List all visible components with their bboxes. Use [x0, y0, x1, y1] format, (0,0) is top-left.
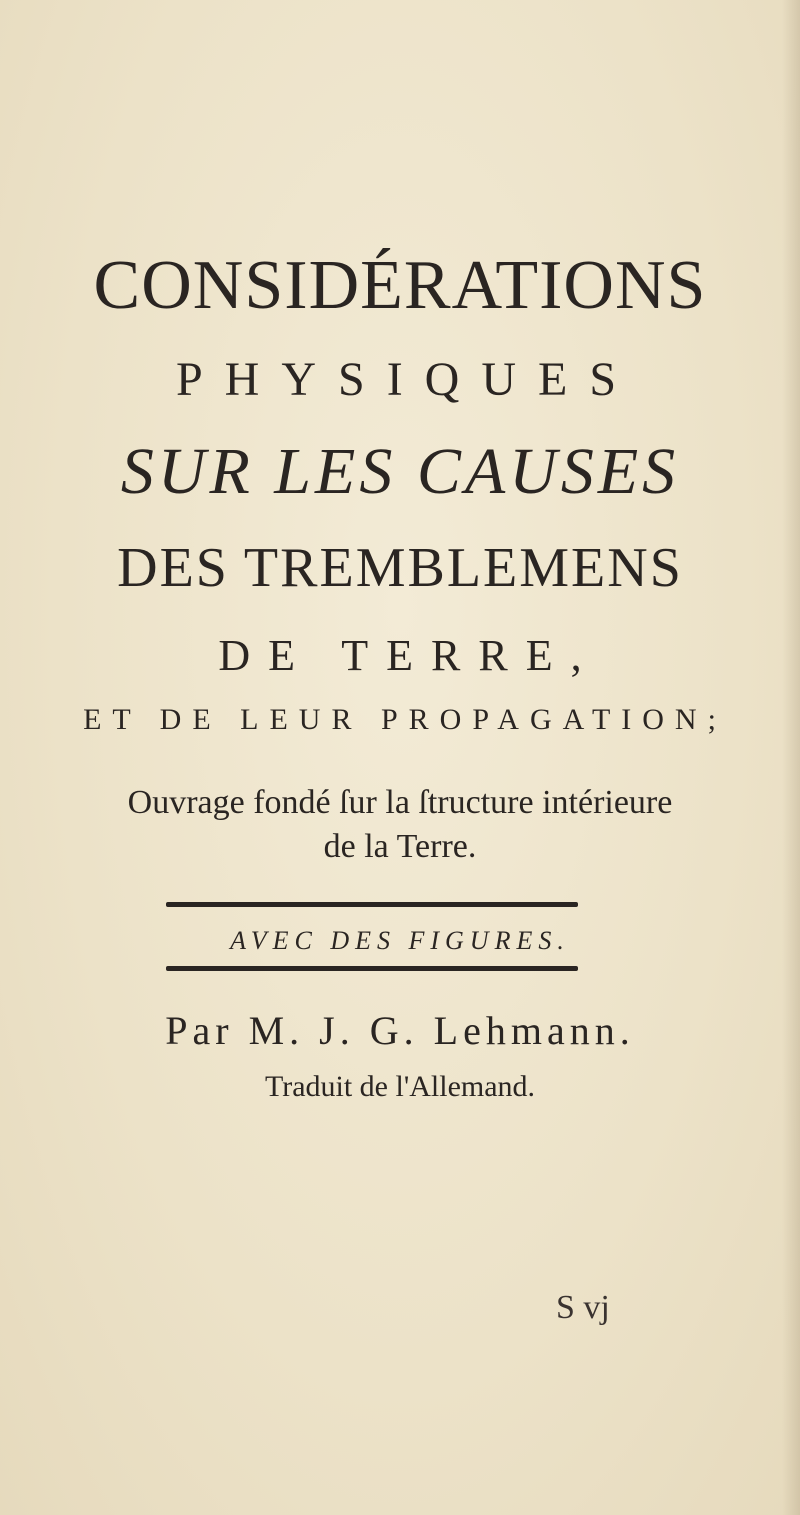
subtitle-line-2: de la Terre.: [323, 828, 477, 865]
title-physiques: PHYSIQUES: [175, 353, 639, 406]
author-line: Par M. J. G. Lehmann.: [165, 1008, 635, 1053]
title-propagation: ET DE LEUR PROPAGATION;: [83, 703, 727, 736]
decorative-rule-top: [166, 902, 578, 907]
translation-note: Traduit de l'Allemand.: [264, 1070, 536, 1103]
title-de-terre: DE TERRE,: [218, 631, 600, 680]
shelf-mark: S vj: [556, 1289, 610, 1326]
title-des-tremblemens: DES TREMBLEMENS: [117, 537, 683, 599]
page-edge-shadow: [782, 0, 800, 1515]
figures-note: AVEC DES FIGURES.: [230, 926, 570, 955]
title-sur-les-causes: SUR LES CAUSES: [120, 435, 680, 508]
decorative-rule-bottom: [166, 966, 578, 971]
subtitle-line-1: Ouvrage fondé ſur la ſtructure intérieure: [127, 784, 673, 821]
title-considerations: CONSIDÉRATIONS: [93, 247, 707, 324]
